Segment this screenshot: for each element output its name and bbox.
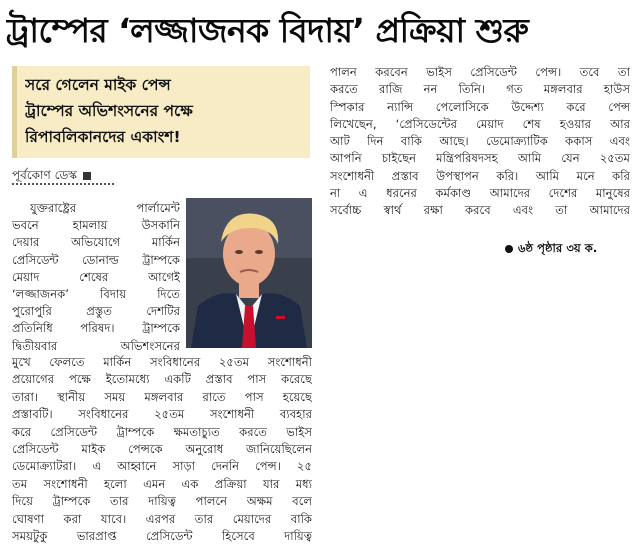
continuation-note <box>505 238 635 258</box>
body-line: করতে রাজি নন তিনি। গত মঙ্গলবার হাউস <box>330 82 630 97</box>
body-line: প্রেসিডেন্ট ডোনাল্ড ট্রাম্পকে <box>12 252 180 267</box>
body-line: মেয়াদ শেষের আগেই <box>12 269 180 284</box>
continuation-text: ৬ষ্ঠ পৃষ্ঠার ৩য় ক. <box>518 241 598 255</box>
body-line: স্পিকার ন্যান্সি পেলোসিকে উদ্দেশ্য করে পেন্স <box>330 99 630 114</box>
square-bullet-icon <box>83 172 91 180</box>
body-line: ঘোষণা করা যাবে। এরপর তার মেয়াদের বাকি <box>12 511 312 526</box>
trump-portrait-photo <box>186 198 312 348</box>
body-line: দেয়ার অভিযোগে মার্কিন <box>12 235 180 250</box>
kicker-line: ট্রাম্পের অভিশংসনের পক্ষে <box>25 102 193 120</box>
body-line: প্রেসিডেন্ট মাইক পেন্সকে অনুরোধ জানিয়েছিলেন <box>12 442 312 457</box>
body-line: ডেমোক্র্যাটরা। এ আহ্বানে সাড়া দেননি পেন্স। ২৫ <box>12 459 312 474</box>
body-line: আপনি চাইছেন মন্ত্রিপরিষদসহ আমি যেন ২৫তম <box>330 151 630 166</box>
body-line: ভবনে হামলায় উসকানি <box>12 218 180 233</box>
body-line: তম সংশোধনী হলো এমন এক প্রক্রিয়া যার মধ্য <box>12 476 312 491</box>
body-line: তারা। স্থানীয় সময় মঙ্গলবার রাতে পাস হয়েছে <box>12 389 312 404</box>
body-line: প্রস্তাবটি। সংবিধানের ২৫তম সংশোধনী ব্যবহার <box>12 407 312 422</box>
body-line: লিখেছেন, ‘প্রেসিডেন্টের মেয়াদ শেষ হওয়ার আর <box>330 116 630 131</box>
article-body-full-width <box>12 354 312 545</box>
body-line: দ্বিতীয়বার অভিশংসনের <box>12 338 180 353</box>
byline-text: পূর্বকোণ ডেস্ক <box>12 168 77 182</box>
body-line: পালন করবেন ভাইস প্রেসিডেন্ট পেন্স। তবে তা <box>330 65 630 79</box>
kicker-line: রিপাবলিকানদের একাংশ! <box>25 128 181 146</box>
body-line: প্রয়োগের পক্ষে ইতোমধ্যে একটি প্রস্তাব পাস করেছে <box>12 372 312 387</box>
dotted-divider <box>12 183 114 187</box>
kicker-box <box>12 66 310 158</box>
body-line: আট দিন বাকি আছে। ডেমোক্র্যাটিক ককাস এবং <box>330 134 630 149</box>
body-line: করে প্রেসিডেন্ট ট্রাম্পকে ক্ষমতাচ্যুত করতে ভাইস <box>12 424 312 439</box>
body-line: না এ ধরনের কর্মকাণ্ড আমাদের দেশের মানুষের <box>330 186 630 201</box>
body-line: ‘লজ্জাজনক’ বিদায় দিতে <box>12 287 180 302</box>
article-body-beside-photo <box>12 200 180 355</box>
body-line: সর্বোচ্চ স্বার্থ রক্ষা করবে এবং তা আমাদের <box>330 203 630 218</box>
bullet-dot-icon <box>505 245 513 253</box>
body-line: দিয়ে ট্রাম্পকে তার দায়িত্ব পালনে অক্ষম বলে <box>12 494 312 509</box>
kicker-line: সরে গেলেন মাইক পেন্স <box>25 76 171 94</box>
headline: ট্রাম্পের ‘লজ্জাজনক বিদায়’ প্রক্রিয়া শুরু <box>6 11 529 50</box>
body-line: সময়টুকু ভারপ্রাপ্ত প্রেসিডেন্ট হিসেবে দায়িত্ব <box>12 529 312 544</box>
body-line: সংশোধনী প্রস্তাব উপস্থাপন করি। আমি মনে করি <box>330 168 630 183</box>
article-body-right <box>330 64 630 220</box>
body-line: পুরোপুরি প্রস্তুত দেশটির <box>12 304 180 319</box>
body-line: মুখে ফেলতে মার্কিন সংবিধানের ২৫তম সংশোধনী <box>12 355 312 369</box>
body-line: যুক্তরাষ্ট্রের পার্লামেন্ট <box>30 201 180 215</box>
portrait-icon <box>186 198 312 348</box>
right-column <box>330 64 630 556</box>
left-column <box>8 64 312 556</box>
body-line: প্রতিনিধি পরিষদ। ট্রাম্পকে <box>12 321 180 336</box>
